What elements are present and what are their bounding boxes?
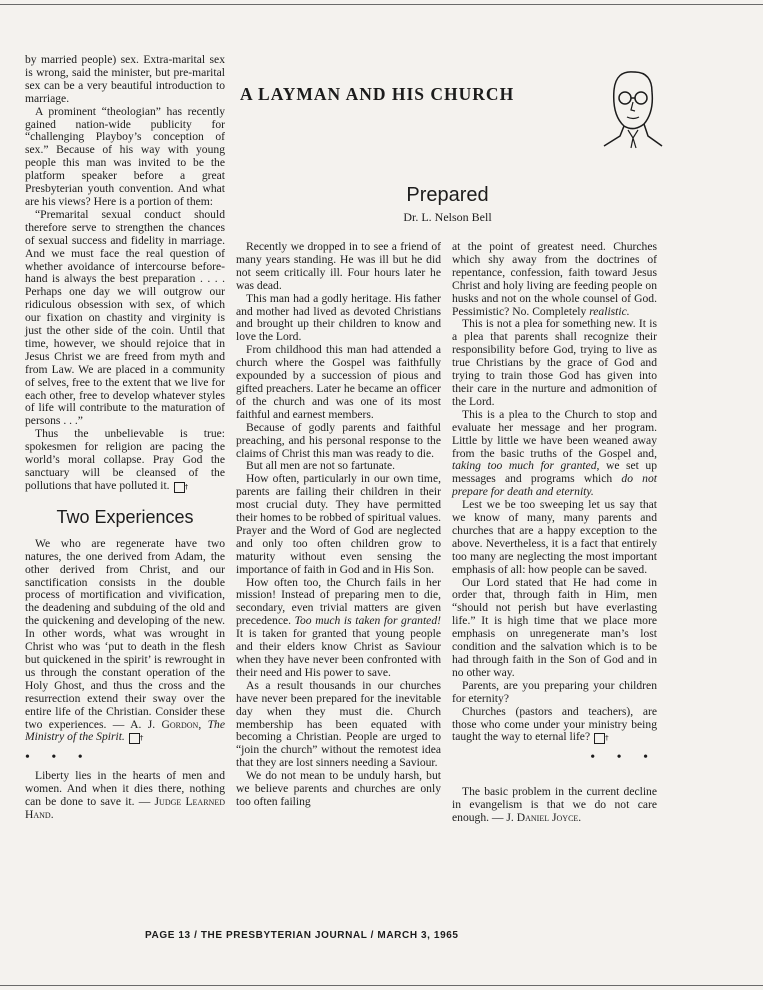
col2-paragraph-7-emphasis: Too much is taken for granted! (294, 614, 441, 628)
col2-paragraph-5: But all men are not so fartunate. (246, 459, 396, 473)
article-title: Prepared (406, 184, 489, 206)
col3-paragraph-1-text: at the point of greatest need. Churches which shy away from the doctrines of repentance, confession, faith toward Jesus Christ and holy living are feeding people on husks and not on the whole counsel of God. Pessimistic? No. Completely (452, 240, 657, 318)
col3-paragraph-3-text-a: This is a plea to the Church to stop and evaluate her message and her program. Little by little we have been weaned away from the basic truths of the Gospel and, (452, 407, 657, 460)
col3-paragraph-7 (452, 706, 657, 745)
end-mark-icon: † (594, 733, 605, 744)
col3-paragraph-3-emphasis-b: taking too much for granted, (452, 459, 600, 473)
col1-paragraph-4-text: Thus the unbelievable is true: spokesmen for religion are pacing the world’s moral collapse. Pray God the sanctuary will be cleansed of the pollutions that have polluted it. (25, 427, 225, 492)
article-byline: Dr. L. Nelson Bell (403, 210, 492, 224)
col2-paragraph-6: How often, particularly in our own time, parents are failing their children in their most crucial duty. They have permitted their homes to be robbed of spiritual values. Prayer and the Word of God are neglected and only too often children grow to maturity without even sensing the importance of faith in God and in His Son. (236, 472, 441, 576)
col1-paragraph-1: by married people) sex. Extra-marital sex is wrong, said the minister, but pre-marital sex can be a very beautiful introduction to marriage. (25, 53, 225, 105)
col1-paragraph-5-text: We who are regenerate have two natures, the one derived from Adam, the other derived from Christ, and our sanctification consists in the double process of mortification and vivification, the deadening and subduing of the old and the quickening and developing of the new. In other words, what was wrought in Christ who was ‘put to death in the flesh but quickened in the spirit’ is rewrought in us through the constant operation of the Holy Ghost, and thus the cross and the resurrection extend their sway over the entire life of the Christian. Consider these two experiences. — A. J. (25, 536, 225, 731)
col2-paragraph-3: From childhood this man had attended a church where the Gospel was faithfully expounded by a succession of pious and gifted preachers. Later he became an officer of the church and was one of its most faithful and earnest members. (236, 343, 441, 421)
col2-paragraph-4: Because of godly parents and faithful preaching, and his personal response to the claims of Christ this man was ready to die. (236, 420, 441, 460)
col3-paragraph-8-text: The basic problem in the current decline in evangelism is that we do not care enough. — J. (452, 785, 657, 825)
col3-paragraph-3-text-c: we set up messages and programs which (452, 459, 657, 486)
col3-paragraph-3 (452, 409, 657, 499)
quote-author-hand: Judge Learned Hand. (25, 795, 225, 822)
bottom-rule (0, 985, 763, 986)
column-banner: A LAYMAN AND HIS CHURCH (240, 84, 515, 104)
page-footer: PAGE 13 / THE PRESBYTERIAN JOURNAL / MARCH 3, 1965 (145, 930, 459, 941)
col2-paragraph-2: This man had a godly heritage. His father and mother had lived as devoted Christians and brought up their children to know and love the Lord. (236, 291, 441, 344)
col3-paragraph-6: Parents, are you preparing your children for eternity? (452, 678, 657, 705)
col3-paragraph-7-text: Churches (pastors and teachers), are those who come under your ministry being taught the way to eternal life? (452, 704, 657, 744)
col1-paragraph-4 (25, 428, 225, 493)
column-left (25, 54, 225, 822)
col1-paragraph-3: “Premarital sexual conduct should therefore serve to strengthen the chances of sexual success and fidelity in marriage. And we must face the real question of whether avoidance of intercourse before-hand is always the best preparation . . . . Perhaps one day we will outgrow our ridiculous obsession with sex, of which our fixation on chastity and virginity is just the other side of the coin. Until that time, however, we should rejoice that in Jesus Christ we are freed from myth and from Law. We are placed in a community of selves, free to the extent that we live for each other, free to develop whatever styles of life will contribute to the maturation of persons . . .” (25, 207, 225, 428)
col3-paragraph-3-emphasis-d: do not prepare for death and eternity. (452, 472, 657, 499)
col3-paragraph-2: This is not a plea for something new. It is a plea that parents shall recognize their responsibility before God, trying to live as true Christians by the grace of God and trying to train those God has given into their care in the nurture and admonition of the Lord. (452, 317, 657, 408)
quote-author-gordon: Gordon, (161, 717, 202, 731)
author-portrait-icon (594, 60, 664, 150)
col1-paragraph-6 (25, 770, 225, 822)
col3-paragraph-4: Lest we be too sweeping let us say that we know of many, many parents and churches that are a happy exception to the above. Nevertheless, it is a fact that entirely too many are neglecting the most important emphasis of all: how people can be saved. (452, 498, 657, 576)
separator-dots: • • • (590, 750, 657, 766)
col3-paragraph-8 (452, 786, 657, 825)
separator-dots: • • • (25, 750, 92, 766)
section-title-two-experiences: Two Experiences (56, 506, 194, 527)
end-mark-icon: † (129, 733, 140, 744)
col1-paragraph-6-text: Liberty lies in the hearts of men and women. And when it dies there, nothing can be done to save it. — (25, 769, 225, 809)
col2-paragraph-8: As a result thousands in our churches have never been prepared for the inevitable day when they must die. Church membership has been equated with becoming a Christian. People are urged to “join the church” without the remotest idea that they are lost sinners needing a Saviour. (236, 678, 441, 770)
end-mark-icon: † (174, 482, 185, 493)
col2-paragraph-7 (236, 577, 441, 680)
column-middle (236, 241, 441, 809)
col2-paragraph-1: Recently we dropped in to see a friend of many years standing. He was ill but he did not seem critically ill. Four hours later he was dead. (236, 240, 441, 292)
spacer (452, 770, 657, 786)
quote-author-joyce: Daniel Joyce. (516, 811, 582, 825)
col1-paragraph-5 (25, 538, 225, 745)
col2-paragraph-9: We do not mean to be unduly harsh, but we believe parents and churches are only too often failing (236, 769, 441, 808)
col1-paragraph-2: A prominent “theologian” has recently gained nation-wide publicity for “challenging Playboy’s conception of sex.” Because of his way with young people this man was invited to be the platform speaker before a great Presbyterian youth convention. And what are his views? Here is a portion of them: (25, 104, 225, 208)
column-right (452, 241, 657, 825)
col3-paragraph-1 (452, 241, 657, 318)
col2-paragraph-7-text-c: It is taken for granted that young people and their elders know Christ as Saviour when they have never been confronted with their need and His power to save. (236, 627, 441, 679)
col3-paragraph-5: Our Lord stated that He had come in order that, through faith in Him, men “should not perish but have everlasting life.” It is high time that we place more emphasis on unregenerate man’s lost condition and the salvation which is to be had through faith in the Son of God and in no other way. (452, 575, 657, 679)
quote-work-title: The Ministry of the Spirit. (25, 717, 225, 744)
top-rule (0, 4, 763, 5)
col2-paragraph-7-text-a: How often too, the Church fails in her mission! Instead of preparing men to die, secondary, even trivial matters are given precedence. (236, 575, 441, 628)
col3-paragraph-1-emphasis: realistic. (589, 304, 630, 318)
